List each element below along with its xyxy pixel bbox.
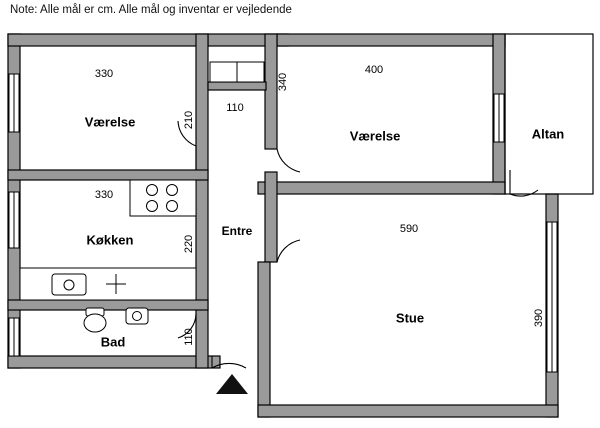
floor-plan-svg: [0, 22, 600, 423]
measurement-note: Note: Alle mål er cm. Alle mål og inventar er vejledende: [10, 4, 292, 16]
room-label-stue: Stue: [395, 310, 425, 326]
room-label-koekken: Køkken: [86, 232, 134, 248]
room-label-vaerelse-top-left: Værelse: [84, 114, 136, 130]
room-label-altan: Altan: [531, 126, 565, 142]
room-label-bad: Bad: [100, 334, 126, 350]
dimension-label: 110: [183, 328, 195, 346]
dimension-label: 110: [226, 102, 244, 114]
dimension-label: 210: [183, 110, 195, 130]
dimension-label: 340: [277, 72, 289, 92]
floor-plan: [0, 22, 600, 423]
dimension-label: 330: [94, 68, 114, 80]
dimension-label: 400: [364, 64, 384, 76]
dimension-label: 590: [399, 223, 419, 235]
room-label-entre: Entre: [221, 224, 253, 238]
dimension-label: 220: [183, 234, 195, 254]
dimension-label: 390: [533, 308, 545, 328]
room-label-vaerelse-top-right: Værelse: [349, 128, 401, 144]
dimension-label: 330: [94, 189, 114, 201]
entrance-arrow: [216, 374, 248, 394]
